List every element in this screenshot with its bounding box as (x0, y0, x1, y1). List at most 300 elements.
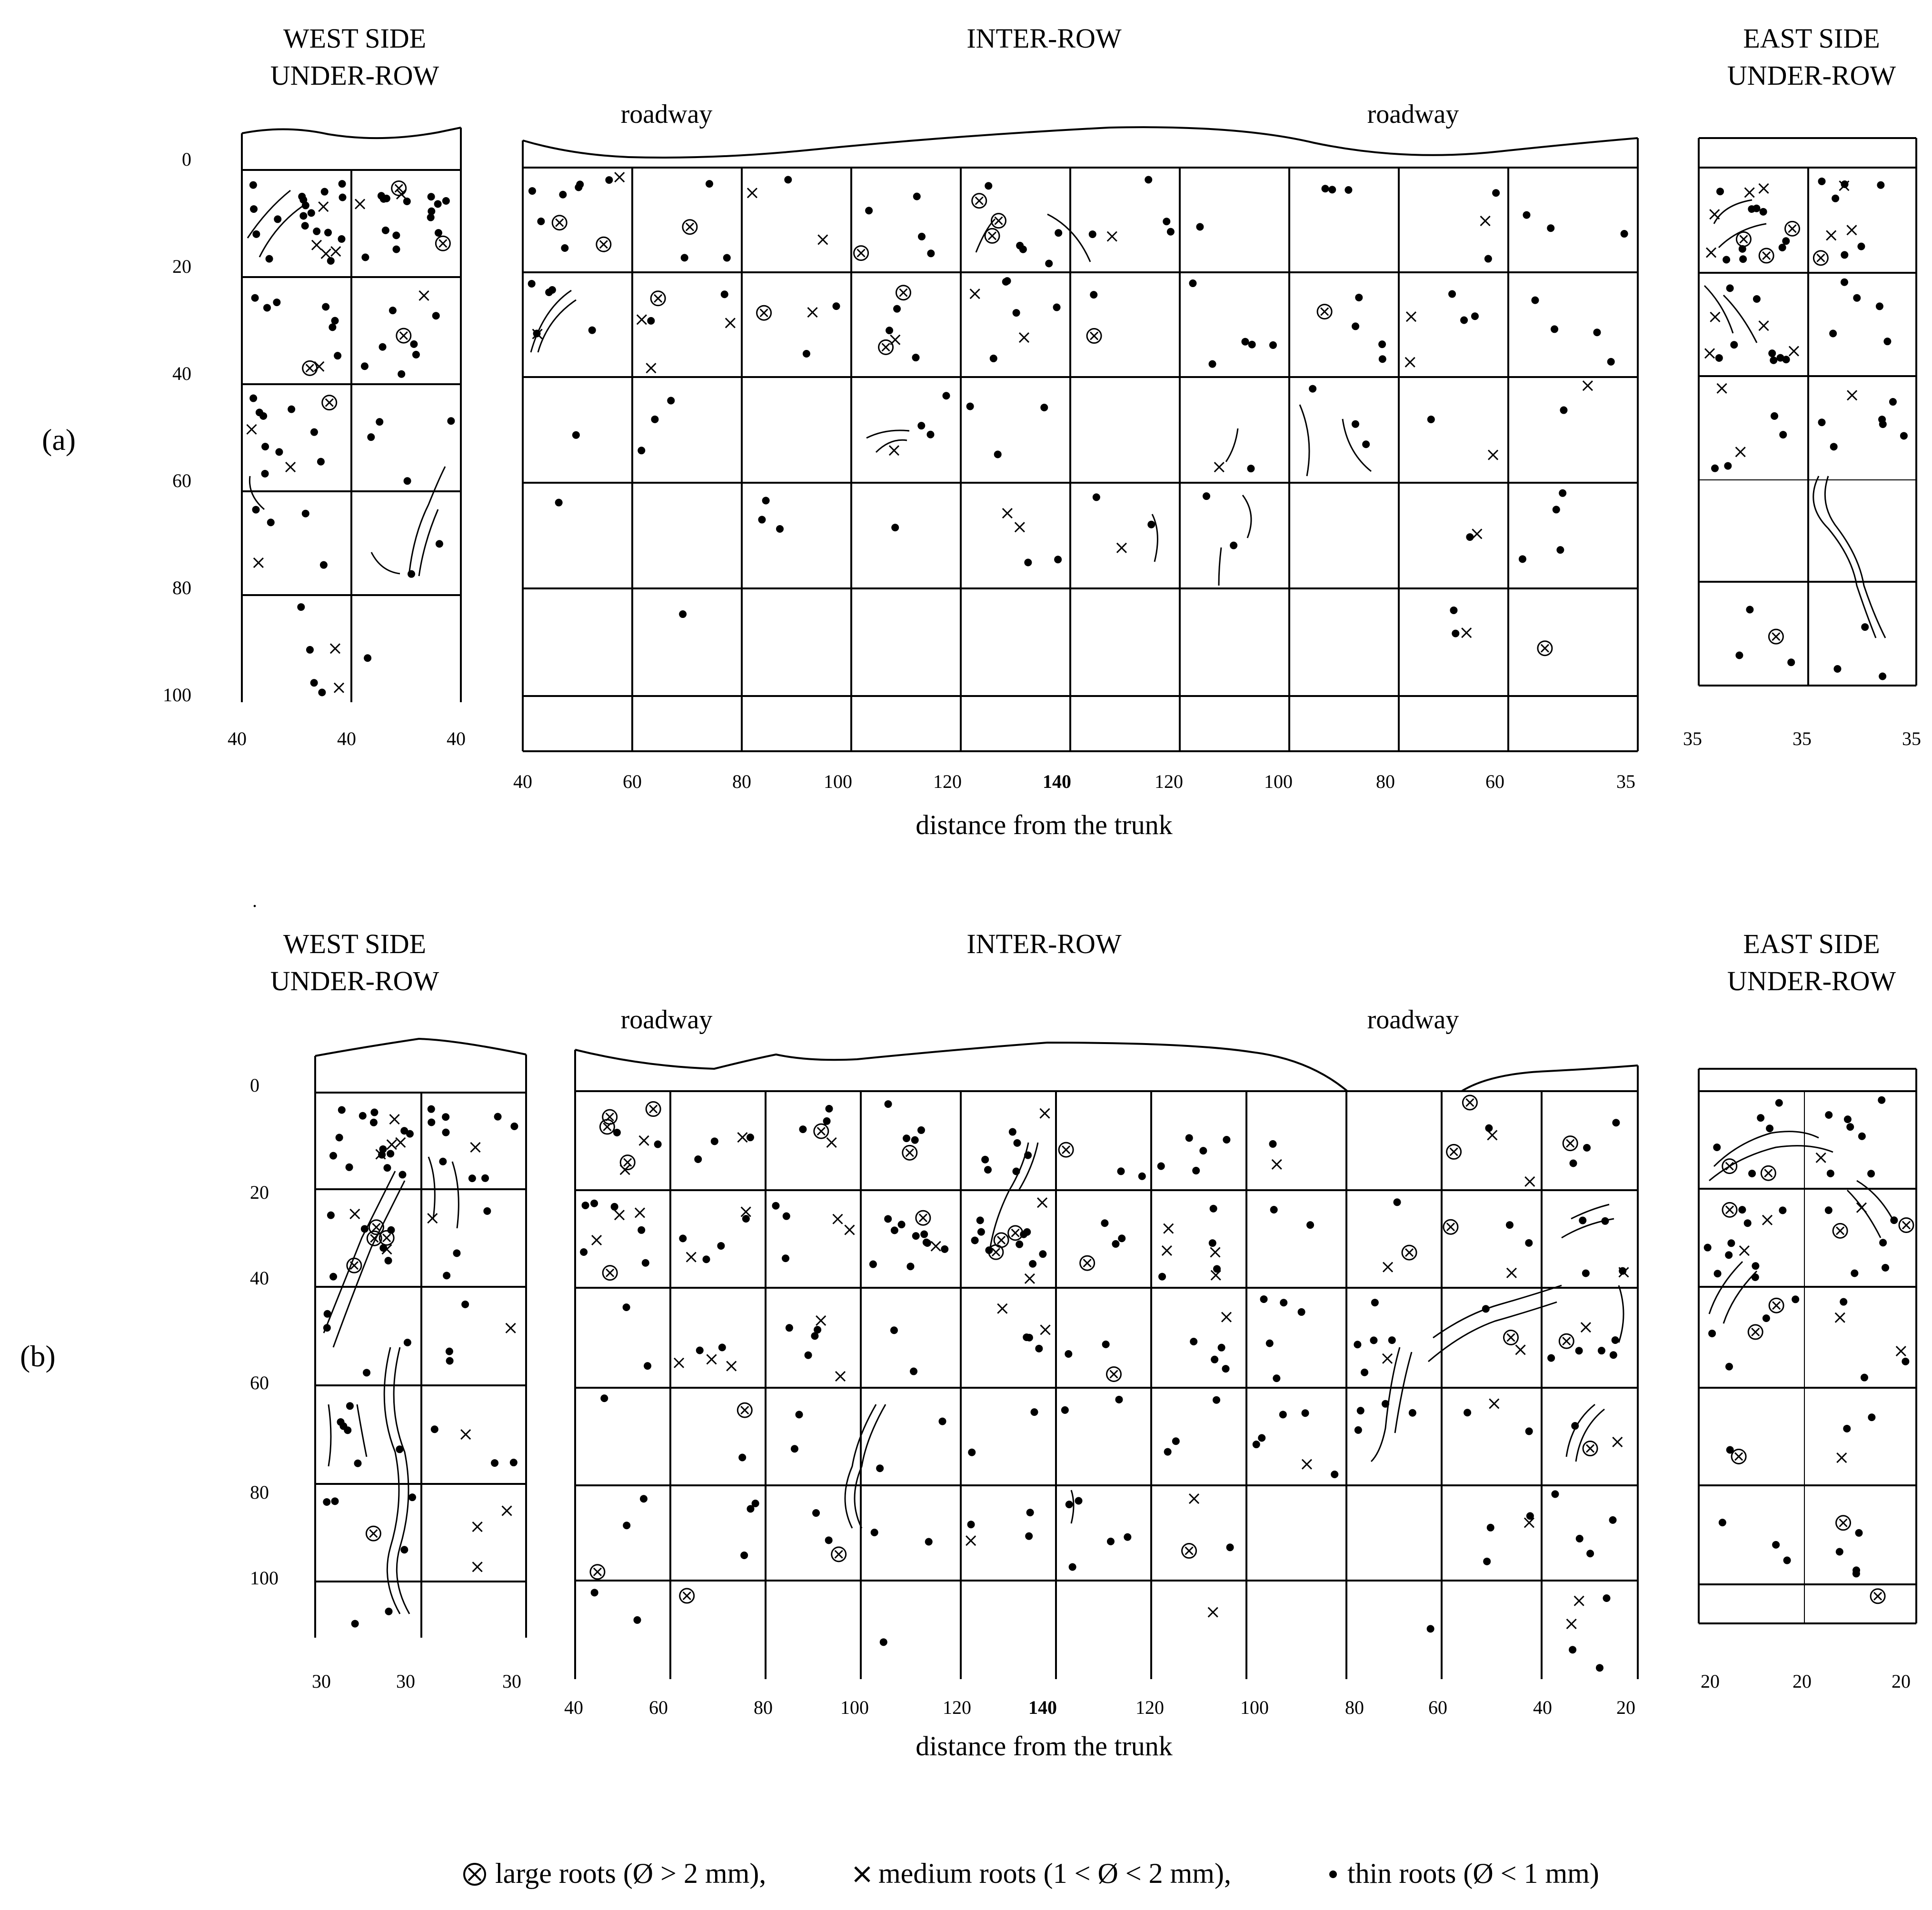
thin-root-mark (323, 1498, 330, 1506)
medium-root-mark (997, 1304, 1007, 1313)
medium-root-mark (707, 1354, 717, 1364)
thin-root-mark (1506, 1221, 1514, 1229)
large-root-mark (603, 1110, 617, 1124)
thin-root-mark (1571, 1422, 1579, 1430)
thin-root-mark (461, 1301, 469, 1308)
medium-root-mark (1705, 348, 1714, 358)
thin-root-mark (336, 1134, 343, 1141)
thin-root-mark (252, 506, 260, 514)
thin-root-mark (1269, 1140, 1277, 1148)
thin-root-mark (1836, 1548, 1843, 1556)
medium-root-mark (1117, 543, 1126, 553)
thin-root-mark (510, 1123, 518, 1130)
thin-root-mark (561, 244, 568, 252)
medium-root-mark (1210, 1247, 1220, 1257)
inter-row-profile-a (523, 127, 1638, 751)
thin-root-mark (1851, 1269, 1858, 1277)
large-root-legend-symbol (464, 1864, 485, 1885)
thin-root-mark (1464, 1409, 1471, 1416)
depth-tick: 20 (250, 1182, 269, 1203)
thin-root-mark (382, 227, 389, 234)
large-root-mark (972, 194, 986, 208)
thin-root-mark (1226, 1543, 1234, 1551)
thin-root-mark (1427, 1625, 1434, 1632)
thin-root-mark (306, 646, 314, 654)
thin-root-mark (361, 362, 368, 370)
thin-root-mark (1089, 230, 1096, 238)
thin-root-mark (1260, 1295, 1268, 1303)
thin-root-mark (891, 1226, 898, 1234)
thin-root-mark (364, 654, 371, 662)
thin-root-mark (1525, 1427, 1533, 1435)
large-root-mark (1736, 232, 1751, 246)
medium-root-mark (1745, 188, 1754, 197)
medium-root-mark (1736, 447, 1745, 457)
thin-root-mark (711, 1137, 718, 1145)
thin-root-mark (1829, 329, 1837, 337)
large-root-mark (854, 246, 868, 260)
thin-root-mark (913, 193, 921, 200)
thin-root-mark (346, 1402, 354, 1410)
thin-root-mark (1575, 1347, 1583, 1354)
thin-root-mark (1024, 559, 1032, 567)
thin-root-mark (1024, 1152, 1032, 1159)
medium-root-mark (1406, 312, 1416, 321)
large-root-mark (737, 1403, 752, 1417)
depth-axis-b (250, 1074, 279, 1589)
roadway-label-right: roadway (1367, 99, 1459, 129)
thin-root-mark (1725, 1251, 1733, 1259)
thin-root-mark (1770, 357, 1777, 364)
thin-root-mark (717, 1242, 725, 1250)
thin-root-mark (317, 458, 325, 466)
thin-root-mark (412, 351, 420, 358)
medium-root-mark (726, 318, 735, 328)
medium-root-mark (396, 1138, 405, 1147)
medium-root-mark (808, 308, 817, 317)
medium-root-mark (350, 1209, 359, 1219)
medium-root-mark (637, 315, 647, 324)
thin-root-mark (1013, 309, 1020, 317)
root-traces-a (248, 190, 1885, 638)
thin-root-mark (528, 280, 536, 288)
thin-root-mark (1213, 1265, 1221, 1273)
medium-root-mark (1383, 1263, 1393, 1272)
thin-root-mark (1460, 317, 1468, 324)
thin-root-mark (1841, 251, 1848, 259)
thin-root-mark (398, 370, 405, 378)
thin-root-mark (1102, 1341, 1110, 1348)
panel-b (20, 928, 1916, 1761)
thin-root-mark (483, 1207, 491, 1215)
thin-root-mark (252, 230, 260, 238)
large-root-mark (303, 361, 317, 375)
thin-root-mark (404, 477, 411, 485)
thin-root-mark (468, 1174, 476, 1182)
thin-root-mark (634, 1616, 641, 1624)
thin-root-mark (385, 1257, 392, 1264)
thin-root-mark (1138, 1173, 1146, 1180)
center-x-tick: 120 (933, 771, 962, 792)
thin-root-mark (833, 302, 840, 310)
center-x-tick: 80 (1345, 1697, 1364, 1718)
thin-root-mark (977, 1228, 985, 1236)
center-x-tick: 60 (649, 1697, 668, 1718)
medium-root-mark (931, 1242, 941, 1251)
thin-root-mark (1519, 555, 1526, 563)
medium-root-mark (331, 247, 340, 256)
medium-root-mark (1710, 209, 1719, 219)
thin-root-mark (1744, 1219, 1752, 1227)
large-root-mark (392, 181, 406, 195)
medium-root-mark (1487, 1130, 1497, 1140)
east-title-line1: EAST SIDE (1743, 23, 1880, 54)
thin-root-mark (1035, 1345, 1043, 1353)
thin-root-mark (363, 1369, 370, 1376)
thin-root-mark (871, 1529, 878, 1536)
panel-label-b: (b) (20, 1339, 56, 1373)
thin-root-mark (331, 1497, 339, 1505)
thin-root-mark (1482, 1305, 1490, 1313)
thin-root-mark (605, 176, 613, 184)
thin-root-mark (380, 195, 388, 203)
thin-root-mark (1485, 1124, 1493, 1132)
large-root-mark (1769, 1298, 1783, 1313)
thin-root-mark (576, 180, 584, 188)
thin-root-mark (938, 1418, 946, 1425)
thin-root-mark (1066, 1501, 1073, 1508)
thin-root-mark (410, 340, 418, 348)
thin-root-mark (266, 255, 273, 263)
medium-root-mark (1208, 1608, 1218, 1617)
thin-root-mark (740, 1552, 748, 1559)
thin-root-mark (783, 1213, 790, 1220)
thin-root-mark (912, 354, 919, 361)
medium-root-mark (319, 202, 328, 211)
thin-root-mark (580, 1248, 588, 1256)
thin-root-mark (334, 352, 341, 359)
thin-root-mark (1061, 1406, 1069, 1414)
depth-axis-a (163, 149, 191, 706)
thin-root-mark (1269, 341, 1277, 349)
thin-root-mark (1248, 341, 1256, 348)
west-x-tick: 30 (312, 1671, 331, 1692)
thin-root-mark (1771, 412, 1778, 420)
east-x-tick: 35 (1793, 728, 1812, 749)
thin-root-mark (1452, 630, 1459, 637)
thin-root-mark (338, 1106, 346, 1114)
thin-root-mark (453, 1249, 460, 1257)
thin-root-mark (1738, 1206, 1746, 1214)
large-root-mark (1080, 1256, 1095, 1270)
thin-root-mark (396, 1445, 403, 1453)
thin-root-mark (1222, 1365, 1229, 1373)
center-x-tick: 20 (1616, 1697, 1635, 1718)
thin-root-mark (747, 1134, 754, 1141)
thin-root-mark (442, 197, 450, 205)
west-x-tick: 30 (502, 1671, 521, 1692)
thin-root-mark (1352, 322, 1359, 330)
west-x-tick: 40 (337, 728, 356, 749)
thin-root-mark (1844, 1115, 1852, 1123)
thin-root-mark (1029, 1260, 1036, 1268)
thin-root-mark (718, 1343, 726, 1351)
thin-root-mark (491, 1459, 498, 1467)
thin-root-mark (447, 417, 455, 425)
medium-root-mark (1896, 1346, 1906, 1356)
thin-root-mark (398, 1171, 406, 1178)
thin-root-legend-symbol (1329, 1870, 1337, 1878)
thin-root-mark (1583, 1144, 1591, 1152)
large-root-mark (994, 1233, 1008, 1247)
thin-root-mark (250, 205, 258, 213)
thin-root-mark (994, 450, 1002, 458)
thin-root-mark (876, 1464, 884, 1472)
large-root-mark (1761, 1166, 1775, 1180)
west-title-line1: WEST SIDE (283, 928, 427, 959)
thin-root-mark (1779, 244, 1786, 251)
thin-root-mark (1725, 1363, 1733, 1371)
thin-root-mark (647, 317, 655, 325)
thin-root-mark (1876, 302, 1883, 310)
thin-root-mark (434, 200, 442, 208)
large-root-mark (680, 1589, 694, 1603)
thin-root-mark (1846, 1123, 1854, 1131)
thin-root-mark (1357, 1407, 1364, 1414)
legend-medium-text: medium roots (1 < Ø < 2 mm), (878, 1858, 1231, 1889)
thin-root-mark (259, 412, 267, 420)
large-root-mark (1059, 1143, 1073, 1157)
large-root-mark (646, 1102, 660, 1116)
thin-root-mark (1164, 1448, 1172, 1456)
large-root-mark (597, 237, 611, 251)
thin-root-mark (1766, 1124, 1773, 1132)
depth-tick: 40 (172, 363, 191, 384)
medium-root-mark (355, 199, 365, 209)
thin-root-mark (1579, 1217, 1586, 1224)
thin-root-mark (1302, 1409, 1309, 1417)
thin-root-mark (310, 428, 318, 436)
thin-root-mark (1603, 1594, 1610, 1602)
thin-root-mark (696, 1347, 704, 1354)
thin-root-mark (1559, 489, 1566, 497)
large-root-mark (366, 1526, 380, 1541)
thin-root-mark (1763, 1314, 1770, 1322)
thin-root-mark (346, 1164, 353, 1171)
thin-root-mark (1889, 398, 1897, 406)
thin-root-mark (890, 1326, 898, 1334)
thin-root-mark (591, 1589, 598, 1596)
thin-root-mark (623, 1303, 630, 1311)
thin-root-mark (644, 1362, 651, 1370)
east-title-line2: UNDER-ROW (1727, 965, 1896, 996)
medium-root-mark (1857, 1203, 1866, 1213)
thin-root-mark (706, 180, 713, 188)
thin-root-mark (1879, 1239, 1887, 1246)
thin-root-mark (826, 1105, 833, 1113)
medium-root-mark (1763, 1215, 1772, 1225)
thin-root-mark (990, 355, 997, 362)
thin-root-mark (408, 570, 415, 578)
thin-root-mark (1553, 506, 1560, 513)
thin-root-mark (984, 1166, 992, 1174)
medium-root-mark (827, 1138, 837, 1147)
thin-root-mark (299, 196, 307, 204)
west-title-line2: UNDER-ROW (270, 60, 439, 91)
center-x-axis-a (513, 771, 1635, 792)
medium-root-mark (254, 558, 263, 567)
thin-root-mark (1361, 1369, 1368, 1376)
west-x-tick: 40 (228, 728, 247, 749)
thin-root-mark (1450, 607, 1457, 614)
thin-root-mark (1354, 1426, 1362, 1434)
medium-root-mark (687, 1253, 696, 1262)
thin-root-mark (1843, 1425, 1851, 1432)
thin-root-mark (1355, 294, 1363, 301)
thin-root-mark (1526, 1512, 1534, 1520)
medium-root-mark (1215, 462, 1224, 472)
thin-root-mark (436, 540, 443, 547)
thin-root-mark (1157, 1163, 1165, 1170)
thin-root-mark (1189, 279, 1196, 287)
medium-root-mark (1507, 1268, 1516, 1278)
thin-root-mark (274, 215, 281, 223)
thin-root-mark (772, 1202, 779, 1210)
medium-root-mark (1826, 230, 1836, 240)
thin-root-mark (942, 392, 950, 399)
panel-label-a: (a) (42, 423, 76, 457)
thin-root-mark (1779, 1206, 1786, 1214)
medium-root-mark (646, 363, 656, 373)
thin-root-mark (971, 1236, 979, 1244)
medium-root-mark (966, 1536, 976, 1545)
depth-tick: 80 (172, 577, 191, 598)
center-title: INTER-ROW (966, 928, 1122, 959)
depth-tick: 80 (250, 1482, 269, 1503)
roadway-label-left: roadway (620, 1005, 713, 1035)
thin-root-mark (318, 688, 326, 696)
thin-root-mark (1609, 1516, 1617, 1524)
east-x-tick: 35 (1902, 728, 1921, 749)
thin-root-mark (1309, 385, 1316, 393)
thin-root-mark (446, 1348, 453, 1355)
thin-root-mark (1746, 606, 1753, 614)
large-root-mark (1723, 1203, 1737, 1217)
thin-root-mark (1484, 255, 1492, 263)
thin-root-mark (403, 198, 411, 205)
thin-root-mark (367, 433, 375, 441)
thin-root-mark (537, 218, 545, 225)
medium-root-mark (1613, 1437, 1622, 1447)
east-title-line1: EAST SIDE (1743, 928, 1880, 959)
thin-root-mark (370, 1109, 378, 1116)
thin-root-mark (379, 1244, 387, 1252)
thin-root-mark (814, 1326, 821, 1333)
thin-root-mark (1727, 1239, 1735, 1247)
thin-root-mark (559, 191, 567, 199)
thin-root-mark (891, 524, 899, 531)
thin-root-mark (310, 679, 318, 686)
thin-root-mark (869, 1261, 877, 1268)
thin-root-mark (651, 416, 658, 423)
center-x-tick: 40 (564, 1697, 583, 1718)
thin-root-mark (917, 422, 925, 429)
thin-root-mark (308, 209, 315, 217)
thin-root-mark (1825, 1206, 1832, 1214)
medium-root-mark (1405, 358, 1415, 367)
east-x-axis-b (1701, 1671, 1911, 1692)
thin-root-mark (805, 1352, 812, 1359)
depth-tick: 20 (172, 256, 191, 277)
thin-root-mark (267, 518, 275, 526)
center-x-tick: 120 (943, 1697, 971, 1718)
thin-root-mark (1471, 312, 1479, 320)
thin-root-mark (1241, 338, 1249, 346)
thin-root-mark (738, 1454, 746, 1462)
thin-root-mark (322, 303, 329, 311)
center-x-tick: 140 (1028, 1697, 1057, 1718)
thin-root-mark (400, 1546, 408, 1553)
thin-root-mark (1877, 181, 1884, 189)
thin-root-mark (1782, 237, 1790, 245)
thin-root-mark (679, 1234, 687, 1242)
thin-root-mark (885, 1100, 892, 1108)
thin-root-mark (1719, 1519, 1726, 1526)
panel-a (42, 23, 1921, 840)
thin-root-mark (1163, 218, 1170, 225)
thin-root-mark (1031, 1408, 1038, 1416)
thin-root-mark (1065, 1350, 1072, 1358)
large-root-mark (1444, 1220, 1458, 1234)
thin-root-mark (1158, 1273, 1166, 1281)
thin-root-mark (1768, 349, 1776, 357)
thin-root-mark (1748, 205, 1755, 213)
thin-root-mark (354, 1460, 362, 1467)
thin-root-mark (825, 1536, 833, 1544)
thin-root-mark (966, 403, 974, 410)
thin-root-mark (721, 290, 728, 298)
large-root-mark (1504, 1330, 1518, 1344)
thin-root-mark (1040, 404, 1048, 411)
thin-root-mark (1487, 1524, 1494, 1532)
medium-root-mark (615, 1210, 624, 1220)
thin-root-mark (378, 1151, 386, 1159)
thin-root-mark (385, 1608, 392, 1615)
thin-root-mark (1714, 1270, 1722, 1277)
thin-root-mark (1704, 1244, 1712, 1252)
thin-root-mark (389, 307, 397, 314)
medium-root-mark (1525, 1177, 1534, 1186)
large-root-mark (590, 1565, 605, 1579)
medium-root-mark (1516, 1345, 1525, 1354)
thin-root-mark (431, 1425, 438, 1433)
depth-tick: 40 (250, 1267, 269, 1289)
thin-root-mark (1882, 1264, 1889, 1272)
thin-root-mark (637, 1226, 645, 1234)
medium-root-mark (473, 1562, 482, 1572)
medium-root-mark (286, 462, 295, 472)
thin-root-mark (1196, 223, 1204, 230)
thin-root-mark (1576, 1535, 1583, 1542)
large-root-mark (552, 216, 567, 230)
medium-root-mark (428, 1214, 437, 1223)
thin-root-mark (1306, 1221, 1314, 1229)
medium-root-mark (592, 1235, 601, 1245)
large-root-mark (1813, 251, 1828, 265)
thin-root-mark (752, 1500, 759, 1507)
thin-root-mark (1213, 1396, 1220, 1404)
thin-root-mark (918, 233, 926, 240)
